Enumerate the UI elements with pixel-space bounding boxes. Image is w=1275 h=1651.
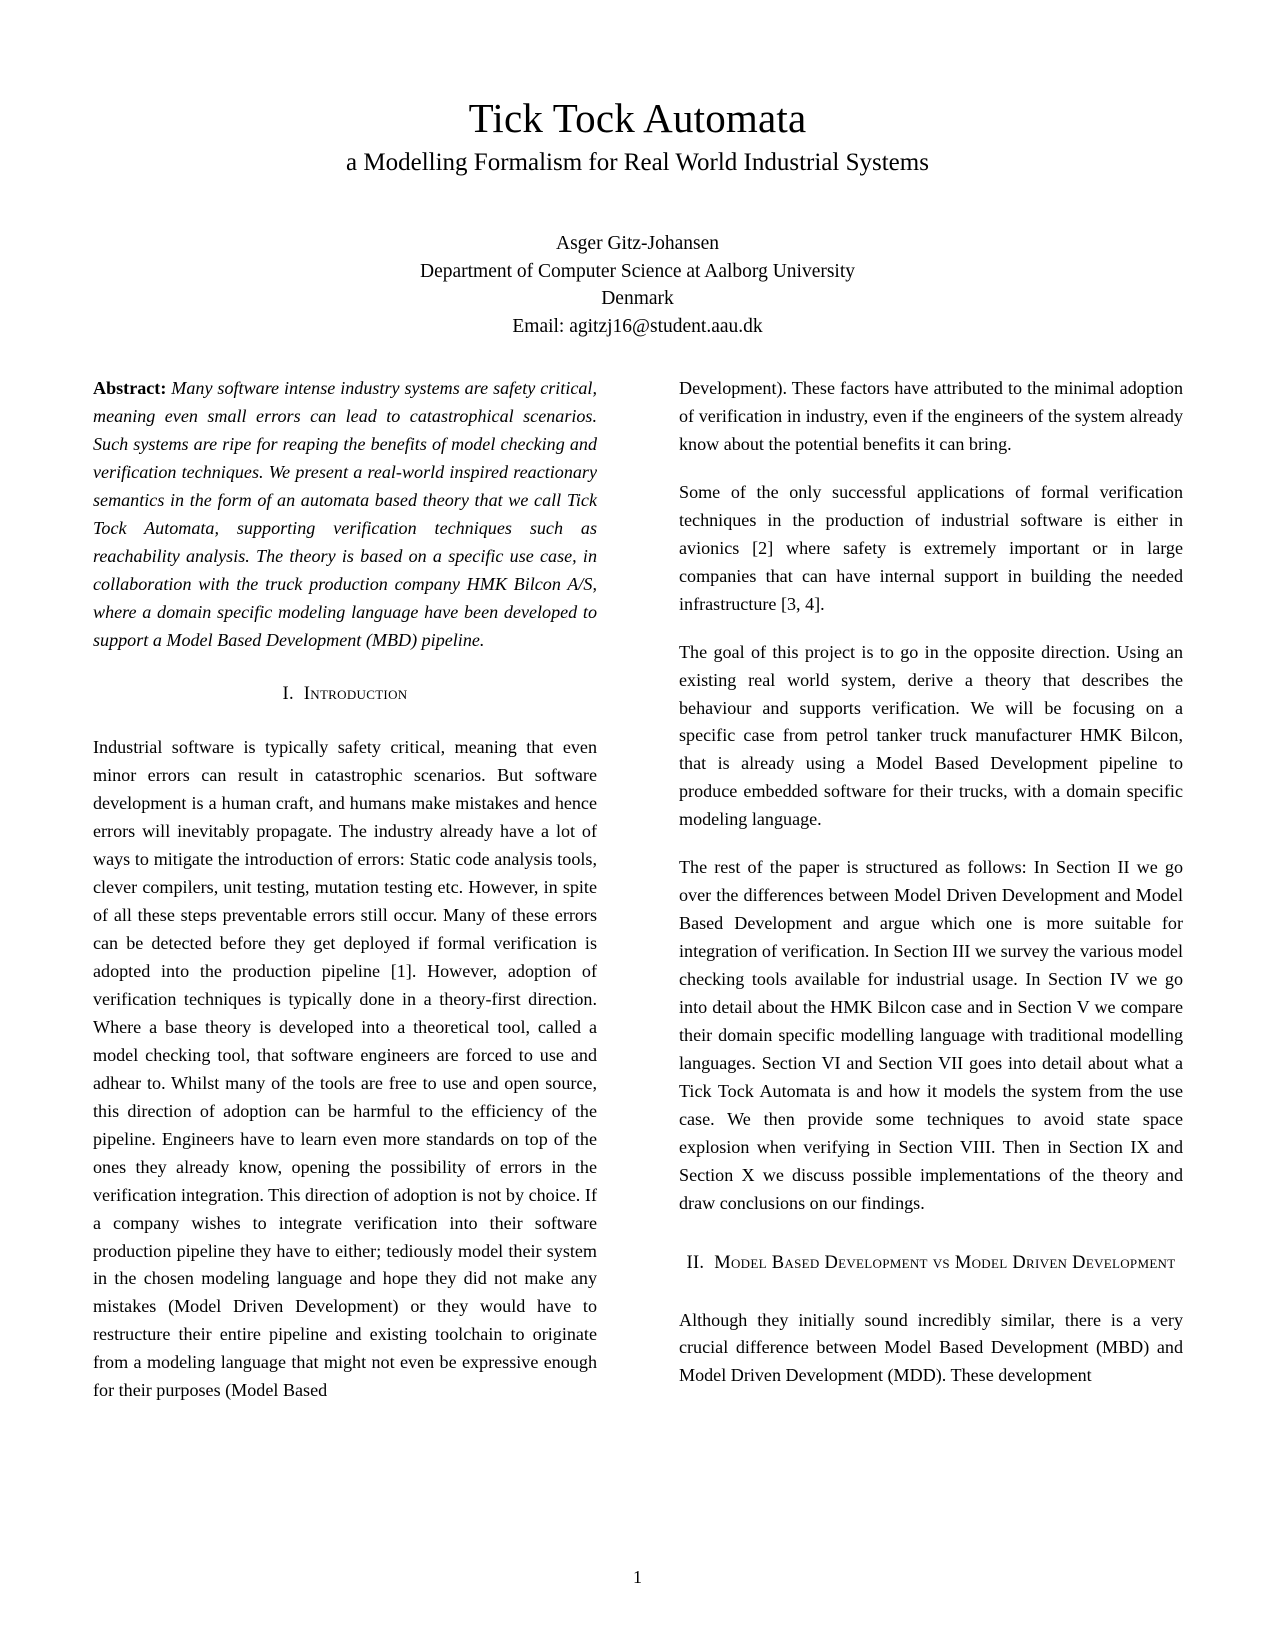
paragraph-development-factors: Development). These factors have attributed to the minimal adoption of verification in industry, even if the engineers of the system already know about the potential benefits it can bring. — [679, 378, 1183, 454]
author-affiliation: Department of Computer Science at Aalborg University — [419, 260, 856, 282]
section-title: Introduction — [303, 683, 408, 704]
section-heading-introduction — [93, 681, 597, 708]
left-column — [93, 375, 597, 1425]
section-numeral: I. — [282, 683, 294, 704]
paragraph-successful-applications: Some of the only successful applications of formal verification techniques in the production of industrial software is either in avionics [2] where safety is extremely important or in large companies that can have internal support in building the needed infrastructure [3, 4]. — [679, 481, 1183, 614]
paragraph-paper-structure: The rest of the paper is structured as follows: In Section II we go over the differences between Model Driven Development and Model Based Development and argue which one is more suitable for integration of verification. In Section III we survey the various model checking tools available for industrial usage. In Section IV we go into detail about the HMK Bilcon case and in Section V we compare their domain specific modelling language with traditional modelling languages. Section VI and Section VII goes into detail about what a Tick Tock Automata is and how it models the system from the use case. We then provide some techniques to avoid state space explosion when verifying in Section VIII. Then in Section IX and Section X we discuss possible implementations of the theory and draw conclusions on our findings. — [679, 857, 1183, 1213]
title-block — [0, 0, 1275, 178]
section-numeral: II. — [686, 1252, 705, 1273]
section-heading-mbd-vs-mdd — [679, 1250, 1183, 1277]
right-column — [679, 375, 1183, 1425]
abstract-text: Many software intense industry systems are safety critical, meaning even small errors can lead to catastrophical scenarios. Such systems are ripe for reaping the benefits of model checking and verification techniques. We present a real-world inspired reactionary semantics in the form of an automata based theory that we call Tick Tock Automata, supporting verification techniques such as reachability analysis. The theory is based on a specific use case, in collaboration with the truck production company HMK Bilcon A/S, where a domain specific modeling language have been developed to support a Model Based Development (MBD) pipeline. — [93, 378, 597, 650]
abstract-label: Abstract: — [93, 378, 167, 398]
paragraph-introduction: Industrial software is typically safety critical, meaning that even minor errors can result in catastrophic scenarios. But software development is a human craft, and humans make mistakes and hence errors will inevitably propagate. The industry already have a lot of ways to mitigate the introduction of errors: Static code analysis tools, clever compilers, unit testing, mutation testing etc. However, in spite of all these steps preventable errors still occur. Many of these errors can be detected before they get deployed if formal verification is adopted into the production pipeline [1]. However, adoption of verification techniques is typically done in a theory-first direction. Where a base theory is developed into a theoretical tool, called a model checking tool, that software engineers are forced to use and adhear to. Whilst many of the tools are free to use and open source, this direction of adoption can be harmful to the efficiency of the pipeline. Engineers have to learn even more standards on top of the ones they already know, opening the possibility of errors in the verification integration. This direction of adoption is not by choice. If a company wishes to integrate verification into their software production pipeline they have to either; tediously model their system in the chosen modeling language and hope they did not make any mistakes (Model Driven Development) or they would have to restructure their entire pipeline and existing toolchain to originate from a modeling language that might not even be expressive enough for their purposes (Model Based — [93, 737, 597, 1401]
paragraph-project-goal: The goal of this project is to go in the opposite direction. Using an existing real world system, derive a theory that describes the behaviour and supports verification. We will be focusing on a specific case from petrol tanker truck manufacturer HMK Bilcon, that is already using a Model Based Development pipeline to produce embedded software for their trucks, with a domain specific modeling language. — [679, 641, 1183, 830]
page-title: Tick Tock Automata — [468, 95, 807, 141]
paragraph-mbd-mdd-difference: Although they initially sound incredibly similar, there is a very crucial difference between Model Based Development (MBD) and Model Driven Development (MDD). These development — [679, 1309, 1183, 1386]
author-country: Denmark — [601, 288, 674, 310]
page-number: 1 — [633, 1567, 642, 1587]
abstract-paragraph — [93, 375, 597, 655]
page-subtitle: a Modelling Formalism for Real World Industrial Systems — [346, 148, 929, 176]
section-title: Model Based Development vs Model Driven Development — [714, 1252, 1176, 1273]
body-columns — [93, 375, 1183, 1425]
author-name: Asger Gitz-Johansen — [556, 232, 719, 254]
author-email: Email: agitzj16@student.aau.dk — [512, 315, 763, 337]
author-block — [0, 230, 1275, 341]
